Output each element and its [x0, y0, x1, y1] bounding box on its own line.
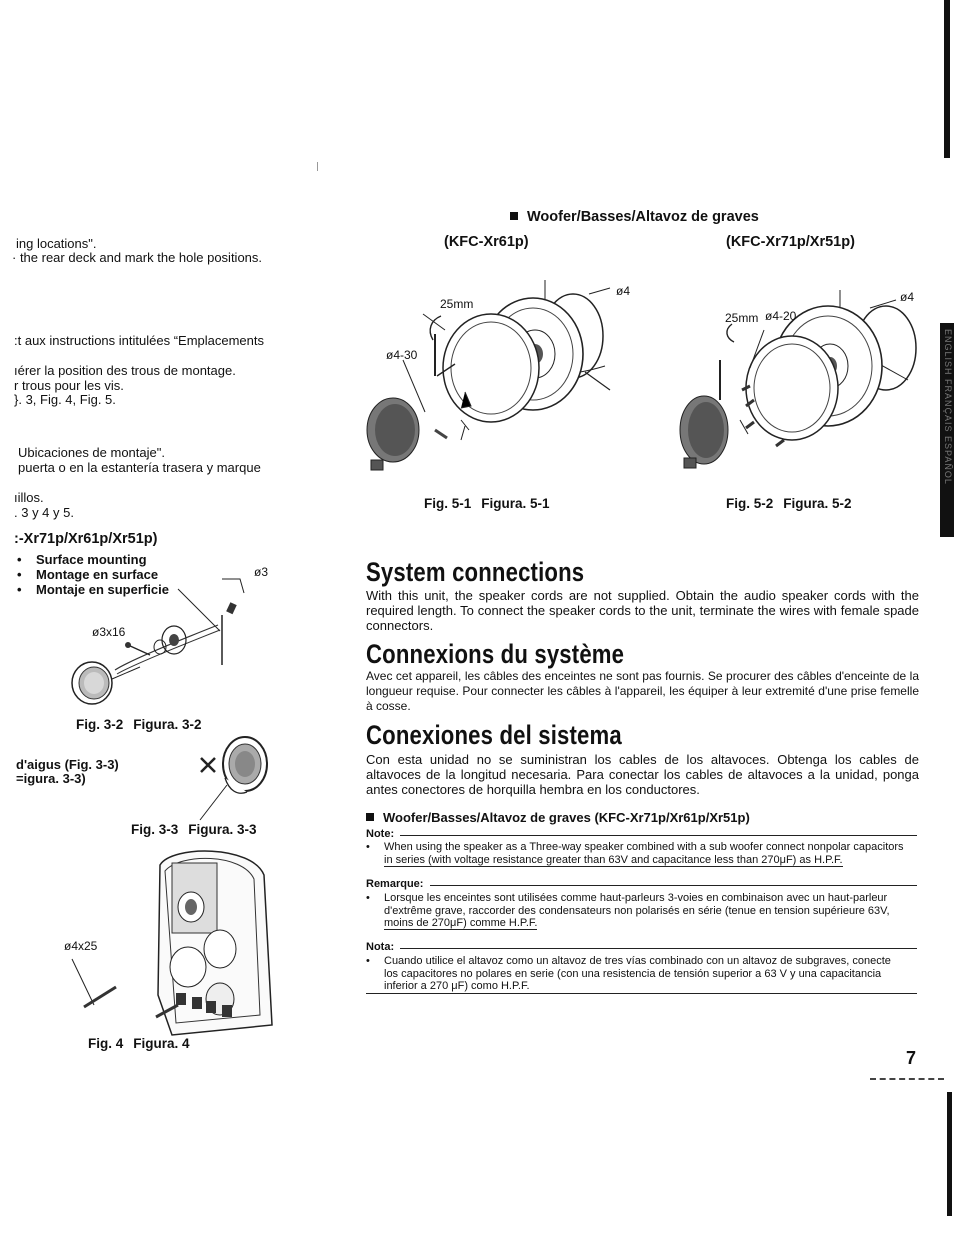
woofer-model-right: (KFC-Xr71p/Xr51p): [726, 234, 855, 250]
heading-conexiones-del-sistema: Conexiones del sistema: [366, 720, 622, 750]
left-fr-line-1: :t aux instructions intitulées “Emplacements: [14, 333, 264, 348]
nota-body: • Cuando utilice el altavoz como un altavoz de tres vías combinado con un altavoz de subgraves, conecte los capacitores no polares en serie (con una resistencia de tensión superior a 63 V y una capacitancia inferior a 270 μF) como H.P.F.: [366, 955, 919, 993]
left-en-line-1: ing locations".: [16, 236, 97, 251]
note-rule: [400, 835, 917, 836]
heading-system-connections: System connections: [366, 557, 585, 587]
bullet-square-icon: [510, 212, 518, 220]
fig-3-2-label-screw: ø3x16: [92, 625, 126, 639]
left-fr-line-2: ıérer la position des trous de montage.: [14, 363, 236, 378]
fig-5-2-caption: Fig. 5-2 Figura. 5-2: [726, 496, 852, 511]
woofer-section-title: Woofer/Basses/Altavoz de graves: [510, 209, 759, 225]
tweeter-line-2: =igura. 3-3): [16, 771, 86, 786]
mounting-item: • Montage en surface: [17, 567, 169, 582]
note-label: Note:: [366, 828, 395, 840]
bottom-edge-dashes: [870, 1078, 944, 1082]
nota-text-line: Cuando utilice el altavoz como un altavoz de tres vías combinado con un altavoz de subgraves, conecte: [384, 955, 891, 967]
side-tab-text: ENGLISH FRANÇAIS ESPAÑOL: [943, 329, 953, 485]
mounting-item: • Montaje en superficie: [17, 582, 169, 597]
fig-4-illustration: [72, 845, 277, 1040]
remarque-text-line: Lorsque les enceintes sont utilisées comme haut-parleurs 3-voies en combinaison avec un haut-parleur: [384, 892, 888, 904]
fig-5-1-label-phi4: ø4: [616, 284, 631, 298]
remarque-text-line: moins de 270μF) comme H.P.F.: [384, 917, 538, 929]
note-body: • When using the speaker as a Three-way speaker combined with a sub woofer connect nonpolar capacitors in series (with voltage resistance greater than 63V and capacitance less than 270μF) as H.P.F.: [366, 841, 919, 866]
fig-5-2-label-screw: ø4-20: [765, 309, 797, 323]
heading-connexions-du-systeme: Connexions du système: [366, 639, 625, 669]
tweeter-line-1: d'aigus (Fig. 3-3): [16, 757, 119, 772]
remarque-rule: [430, 885, 917, 886]
remarque-label: Remarque:: [366, 878, 424, 890]
fig-5-2-label-depth: 25mm: [725, 311, 759, 325]
bullet-square-icon: [366, 813, 374, 821]
language-side-tab: [940, 323, 954, 537]
fig-3-3-caption: Fig. 3-3 Figura. 3-3: [131, 822, 257, 837]
remarque-text-line: d'extrême grave, raccorder des condensateurs non polarisés en série (tenue en tension supérieure 63V,: [384, 904, 890, 917]
note-text-line: When using the speaker as a Three-way speaker combined with a sub woofer connect nonpolar capacitors: [384, 841, 904, 853]
left-es-line-3: ıillos.: [14, 490, 44, 505]
left-model-heading: :-Xr71p/Xr61p/Xr51p): [14, 531, 158, 547]
left-es-line-1: Ubicaciones de montaje".: [18, 445, 165, 460]
fig-5-2-label-phi4: ø4: [900, 290, 915, 304]
fig-4-caption: Fig. 4 Figura. 4: [88, 1036, 190, 1051]
fig-4-label-screw: ø4x25: [64, 939, 98, 953]
left-es-line-4: . 3 y 4 y 5.: [14, 505, 74, 520]
fig-5-1-caption: Fig. 5-1 Figura. 5-1: [424, 496, 550, 511]
fig-3-3-illustration: [195, 730, 275, 825]
nota-text-line: los capacitores no polares en serie (con una resistencia de tensión superior a 63 V y una capacitancia: [384, 967, 882, 980]
connections-en-body: With this unit, the speaker cords are not supplied. Obtain the audio speaker cords with the required length. To connect the speaker cords to the unit, terminate the wires with female spade connectors.: [366, 588, 919, 633]
connections-fr-body: Avec cet appareil, les câbles des enceintes ne sont pas fournis. Se procurer des câbles d'enceinte de la longueur requise. Pour connecter les câbles à l'appareil, les équiper à leur extremité d'une prise femelle à cosse.: [366, 669, 919, 713]
remarque-body: • Lorsque les enceintes sont utilisées comme haut-parleurs 3-voies en combinaison avec un haut-parleur d'extrême grave, raccorder des condensateurs non polarisés en série (tenue en tension supérieure 63V, moins de 270μF) comme H.P.F.: [366, 892, 919, 930]
nota-rule: [400, 948, 917, 949]
woofer-model-left: (KFC-Xr61p): [444, 234, 529, 250]
fig-3-2-label-phi3: ø3: [254, 565, 269, 579]
page-number: 7: [906, 1048, 917, 1068]
left-es-line-2: puerta o en la estantería trasera y marque: [18, 460, 261, 475]
mounting-item: • Surface mounting: [17, 552, 169, 567]
left-fr-line-3: r trous pour les vis.: [14, 378, 124, 393]
nota-bottom-rule: [366, 993, 917, 994]
fig-5-2-illustration: [680, 290, 920, 480]
left-fr-line-4: }. 3, Fig. 4, Fig. 5.: [14, 392, 116, 407]
left-en-line-2: · the rear deck and mark the hole positions.: [12, 250, 263, 265]
notes-section-title: Woofer/Basses/Altavoz de graves (KFC-Xr71p/Xr61p/Xr51p): [366, 810, 750, 825]
connections-es-body: Con esta unidad no se suministran los cables de los altavoces. Obtenga los cables de altavoces de la longitud necesaria. Para conectar los cables de altavoces a la unidad, ponga antes conectores de horquilla hembra en los conductores.: [366, 752, 919, 797]
fig-5-1-label-depth: 25mm: [440, 297, 474, 311]
stray-mark: [317, 162, 318, 171]
top-edge-bar: [944, 0, 950, 158]
note-text-line: in series (with voltage resistance greater than 63V and capacitance less than 270μF) as H.P.F.: [384, 853, 843, 866]
nota-text-line: inferior a 270 μF) como H.P.F.: [384, 980, 530, 992]
nota-label: Nota:: [366, 941, 395, 953]
fig-5-1-label-screw: ø4-30: [386, 348, 418, 362]
fig-3-2-illustration: [70, 575, 270, 710]
fig-5-1-illustration: [365, 280, 630, 480]
bottom-edge-bar: [947, 1092, 952, 1216]
fig-3-2-caption: Fig. 3-2 Figura. 3-2: [76, 717, 202, 732]
